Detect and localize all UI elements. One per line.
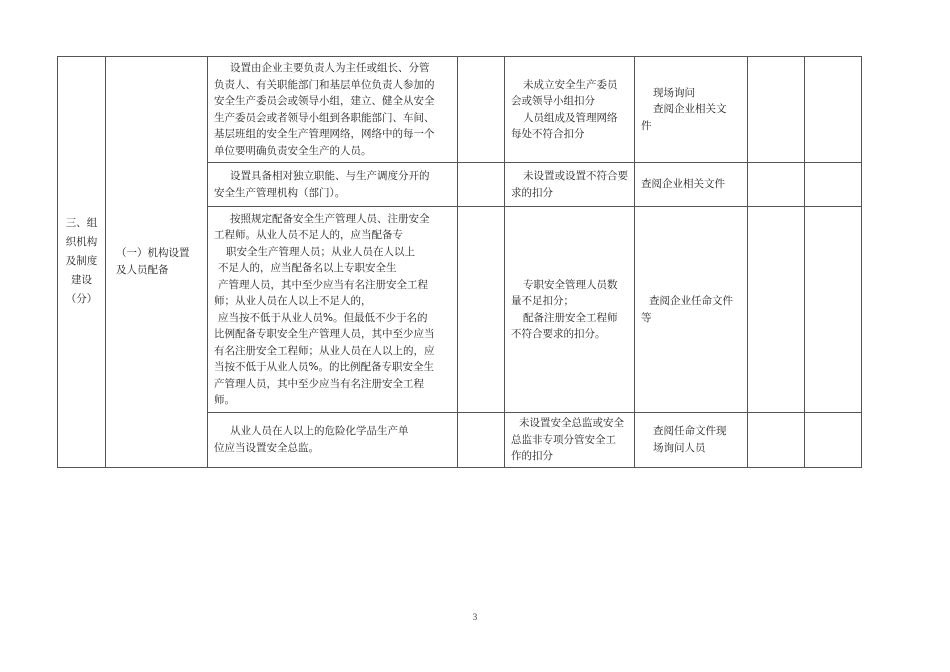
method-line: 等 <box>641 311 652 324</box>
deduction-line: 不符合要求的扣分。 <box>511 328 606 340</box>
standard-line: 基层班组的安全生产管理网络，网络中的每一个 <box>214 128 435 140</box>
method-line: 现场询问 <box>653 86 695 99</box>
method-cell <box>635 207 748 413</box>
remark-cell <box>805 57 862 163</box>
method-line: 查阅任命文件现 <box>653 425 727 438</box>
standard-line: 工程师。从业人员不足人的，应当配备专 <box>214 229 403 241</box>
deduction-line: 求的扣分 <box>511 186 553 199</box>
category-line: 及制度 <box>65 255 98 268</box>
deduction-line: 专职安全管理人员数 <box>523 278 618 291</box>
score-cell <box>458 413 505 468</box>
deduction-line: 总监非专项分管安全工 <box>511 433 616 446</box>
deduction-line: 量不足扣分； <box>511 295 574 307</box>
deduction-line: 未成立安全生产委员 <box>523 78 618 91</box>
method-line: 查阅企业相关文 <box>653 103 727 116</box>
standard-line: 安全生产委员会或领导小组，建立、健全从安全 <box>214 95 435 107</box>
standard-line: 职安全生产管理人员；从业人员在人以上 <box>226 245 415 258</box>
deduction-cell <box>505 163 635 207</box>
result-cell <box>748 413 805 468</box>
standard-line: 师；从业人员在人以上不足人的， <box>214 295 372 307</box>
standard-line: 师。 <box>214 394 235 406</box>
method-line: 查阅企业任命文件 <box>649 295 733 307</box>
subcategory-line: 及人员配备 <box>116 263 169 276</box>
score-cell <box>458 57 505 163</box>
category-line: 三、组 <box>65 217 98 230</box>
remark-cell <box>805 207 862 413</box>
standard-line: 设置由企业主要负责人为主任或组长、分管 <box>230 62 430 74</box>
standard-line: 不足人的，应当配备名以上专职安全生 <box>218 262 397 274</box>
standard-cell <box>208 57 458 163</box>
deduction-line: 会或领导小组扣分 <box>511 95 595 107</box>
category-line: 建设 <box>71 274 92 287</box>
evaluation-table <box>57 56 862 468</box>
remark-cell <box>805 163 862 207</box>
table-row <box>58 57 862 163</box>
standard-line: 位应当设置安全总监。 <box>214 441 319 454</box>
standard-line: 产管理人员，其中至少应当有名注册安全工程 <box>214 377 424 390</box>
standard-line: 设置具备相对独立职能、与生产调度分开的 <box>230 170 430 182</box>
deduction-line: 人员组成及管理网络 <box>523 111 618 124</box>
score-cell <box>458 207 505 413</box>
standard-line: 比例配备专职安全生产管理人员，其中至少应当 <box>214 328 435 340</box>
standard-line: 单位要明确负责安全生产的人员。 <box>214 144 372 157</box>
method-cell <box>635 163 748 207</box>
method-cell <box>635 57 748 163</box>
method-line: 场询问人员 <box>653 441 706 454</box>
standard-line: 按照规定配备安全生产管理人员、注册安全 <box>230 212 430 225</box>
score-cell <box>458 163 505 207</box>
standard-cell <box>208 207 458 413</box>
standard-line: 生产委员会或者领导小组到各职能部门、车间、 <box>214 111 435 124</box>
deduction-line: 每处不符合扣分 <box>511 128 585 140</box>
deduction-cell <box>505 207 635 413</box>
category-line: （分） <box>65 293 98 306</box>
standard-cell <box>208 163 458 207</box>
standard-cell <box>208 413 458 468</box>
method-line: 查阅企业相关文件 <box>641 178 725 191</box>
standard-line: 负责人、有关职能部门和基层单位负责人参加的 <box>214 78 435 91</box>
result-cell <box>748 207 805 413</box>
remark-cell <box>805 413 862 468</box>
method-line: 件 <box>641 119 652 132</box>
standard-line: 应当按不低于从业人员%。但最低不少于名的 <box>218 311 428 324</box>
subcategory-line: （一）机构设置 <box>116 247 190 260</box>
deduction-line: 未设置或设置不符合要 <box>523 170 628 182</box>
standard-line: 当按不低于从业人员%。的比例配备专职安全生 <box>214 361 434 373</box>
page-number: 3 <box>472 612 478 622</box>
deduction-cell <box>505 57 635 163</box>
category-cell <box>58 57 106 468</box>
category-line: 织机构 <box>65 236 98 249</box>
subcategory-cell <box>106 57 208 468</box>
method-cell <box>635 413 748 468</box>
deduction-line: 未设置安全总监或安全 <box>519 417 624 429</box>
deduction-cell <box>505 413 635 468</box>
deduction-line: 配备注册安全工程师 <box>523 311 618 324</box>
standard-line: 有名注册安全工程师；从业人员在人以上的，应 <box>214 344 435 357</box>
deduction-line: 作的扣分 <box>511 450 553 462</box>
standard-line: 产管理人员，其中至少应当有名注册安全工程 <box>218 278 428 291</box>
result-cell <box>748 57 805 163</box>
standard-line: 安全生产管理机构（部门）。 <box>214 186 346 199</box>
standard-line: 从业人员在人以上的危险化学品生产单 <box>230 425 409 438</box>
result-cell <box>748 163 805 207</box>
